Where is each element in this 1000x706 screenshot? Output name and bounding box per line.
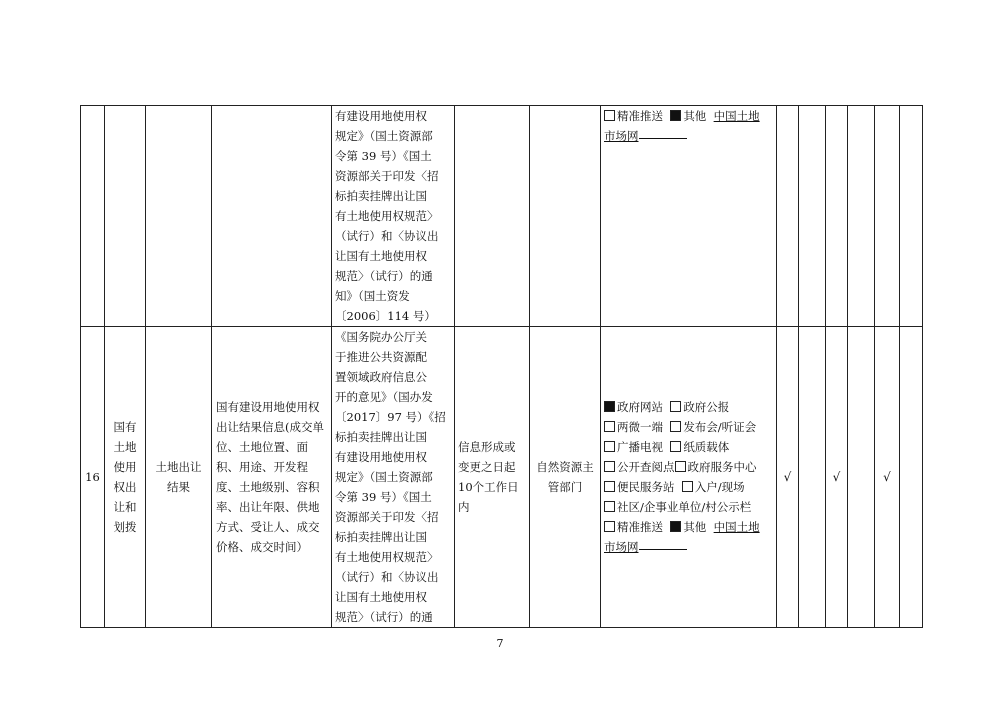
checkbox-icon [675, 461, 686, 472]
category-cell: 国有 土地 使用 权出 让和 划拨 [105, 327, 146, 628]
checkbox-icon [670, 401, 681, 412]
checkbox-icon [670, 441, 681, 452]
subcategory-cell: 土地出让 结果 [146, 327, 212, 628]
page-number: 7 [496, 637, 504, 650]
checked-checkbox-icon [670, 110, 681, 121]
subject-cell: 自然资源主管部门 [530, 327, 601, 628]
checkbox-icon [604, 441, 615, 452]
checkbox-icon [670, 421, 681, 432]
checkbox-icon [604, 481, 615, 492]
channels-cell: 政府网站 政府公报 两微一端 发布会/听证会 广播电视 纸质载体 公开查阅点 政府服务中心 便民服务站 入户/现场 社区/企事业单位/村公示栏 精准推送 其他 中国土地 市场网 [601, 327, 777, 628]
checkbox-icon [682, 481, 693, 492]
check-mark: √ [875, 327, 900, 628]
check-mark: √ [826, 327, 848, 628]
table-row [81, 106, 923, 327]
check-mark: √ [777, 327, 799, 628]
checkbox-icon [604, 110, 615, 121]
basis-cell: 《国务院办公厅关 于推进公共资源配 置领域政府信息公 开的意见》（国办发 〔2017〕97 号）《招 标拍卖挂牌出让国 有建设用地使用权 规定》（国土资源部 令第 39 号）《国土 资源部关于印发〈招 标拍卖挂牌出让国 有土地使用权规范〉 （试行）和〈协议出 让国有土地使用权 规范〉（试行）的通 [332, 327, 455, 628]
checkbox-icon [604, 521, 615, 532]
other-channel-link: 中国土地 [713, 109, 760, 123]
checkbox-icon [604, 461, 615, 472]
table-row [81, 327, 923, 628]
time-limit-cell: 信息形成或变更之日起10个工作日内 [455, 327, 530, 628]
content-cell [212, 106, 332, 327]
other-channel-link: 中国土地 [713, 520, 760, 534]
channels-cell: 精准推送 其他 中国土地 市场网 [601, 106, 777, 327]
checkbox-icon [604, 501, 615, 512]
subcategory-cell [146, 106, 212, 327]
subject-cell [530, 106, 601, 327]
index-cell: 16 [81, 327, 105, 628]
category-cell [105, 106, 146, 327]
time-limit-cell [455, 106, 530, 327]
content-cell: 国有建设用地使用权出让结果信息(成交单位、土地位置、面积、用途、开发程度、土地级别、容积率、出让年限、供地方式、受让人、成交价格、成交时间） [212, 327, 332, 628]
checked-checkbox-icon [604, 401, 615, 412]
checkbox-icon [604, 421, 615, 432]
basis-cell: 有建设用地使用权 规定》（国土资源部 令第 39 号）《国土 资源部关于印发〈招 标拍卖挂牌出让国 有土地使用权规范〉 （试行）和〈协议出 让国有土地使用权 规范〉（试行）的通 知》（国土资发 〔2006〕114 号） [332, 106, 455, 327]
checked-checkbox-icon [670, 521, 681, 532]
index-cell [81, 106, 105, 327]
disclosure-table [80, 105, 923, 628]
